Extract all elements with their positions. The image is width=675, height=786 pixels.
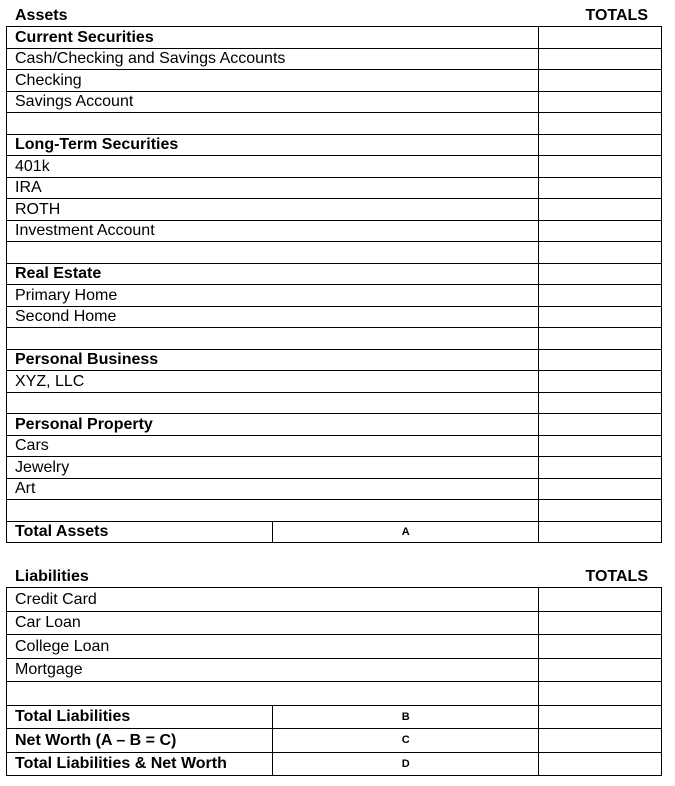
asset-total-cell[interactable] [539, 242, 662, 264]
total-assets-label: Total Assets [7, 521, 273, 543]
summary-label: Total Liabilities & Net Worth [7, 752, 273, 776]
asset-row [7, 156, 662, 178]
summary-row [7, 752, 662, 776]
asset-total-cell[interactable] [539, 199, 662, 221]
section-header-label: Personal Business [7, 349, 539, 371]
summary-total-cell[interactable] [539, 705, 662, 729]
asset-total-cell[interactable] [539, 371, 662, 393]
asset-total-cell[interactable] [539, 27, 662, 49]
section-header-row [7, 27, 662, 49]
asset-label: Cars [7, 435, 539, 457]
liability-row [7, 611, 662, 635]
assets-title: Assets [15, 7, 68, 24]
asset-label: XYZ, LLC [7, 371, 539, 393]
total-assets-row [7, 521, 662, 543]
asset-total-cell[interactable] [539, 306, 662, 328]
asset-total-cell[interactable] [539, 134, 662, 156]
liability-label: Car Loan [7, 611, 539, 635]
asset-label: Savings Account [7, 91, 539, 113]
asset-row [7, 306, 662, 328]
summary-label: Total Liabilities [7, 705, 273, 729]
total-assets-value-cell[interactable] [539, 521, 662, 543]
asset-row [7, 220, 662, 242]
asset-total-cell[interactable] [539, 328, 662, 350]
asset-label [7, 113, 539, 135]
asset-label: IRA [7, 177, 539, 199]
section-header-row [7, 414, 662, 436]
liabilities-title-row [6, 565, 662, 587]
blank-row [7, 328, 662, 350]
net-worth-worksheet [6, 4, 662, 776]
section-header-row [7, 134, 662, 156]
liability-row [7, 658, 662, 682]
summary-letter: C [273, 729, 539, 753]
summary-total-cell[interactable] [539, 729, 662, 753]
liability-total-cell[interactable] [539, 682, 662, 706]
asset-total-cell[interactable] [539, 457, 662, 479]
summary-label: Net Worth (A – B = C) [7, 729, 273, 753]
blank-row [7, 242, 662, 264]
liability-total-cell[interactable] [539, 588, 662, 612]
asset-total-cell[interactable] [539, 414, 662, 436]
section-header-label: Personal Property [7, 414, 539, 436]
asset-row [7, 457, 662, 479]
asset-total-cell[interactable] [539, 263, 662, 285]
asset-row [7, 48, 662, 70]
asset-label: ROTH [7, 199, 539, 221]
asset-label [7, 242, 539, 264]
asset-row [7, 435, 662, 457]
summary-total-cell[interactable] [539, 752, 662, 776]
liability-total-cell[interactable] [539, 611, 662, 635]
asset-label: 401k [7, 156, 539, 178]
asset-total-cell[interactable] [539, 177, 662, 199]
asset-total-cell[interactable] [539, 91, 662, 113]
liabilities-title: Liabilities [15, 568, 89, 585]
asset-row [7, 478, 662, 500]
asset-total-cell[interactable] [539, 349, 662, 371]
asset-row [7, 91, 662, 113]
section-header-label: Real Estate [7, 263, 539, 285]
asset-row [7, 285, 662, 307]
asset-total-cell[interactable] [539, 500, 662, 522]
asset-label: Investment Account [7, 220, 539, 242]
liabilities-totals-header: TOTALS [585, 568, 648, 585]
asset-label: Second Home [7, 306, 539, 328]
assets-title-row [6, 4, 662, 26]
liability-label: Credit Card [7, 588, 539, 612]
asset-label: Checking [7, 70, 539, 92]
asset-row [7, 70, 662, 92]
blank-row [7, 113, 662, 135]
asset-total-cell[interactable] [539, 48, 662, 70]
section-header-row [7, 349, 662, 371]
asset-row [7, 177, 662, 199]
asset-row [7, 199, 662, 221]
asset-total-cell[interactable] [539, 113, 662, 135]
summary-row [7, 705, 662, 729]
section-header-label: Current Securities [7, 27, 539, 49]
summary-letter: D [273, 752, 539, 776]
liability-label: College Loan [7, 635, 539, 659]
total-assets-letter: A [273, 521, 539, 543]
section-header-label: Long-Term Securities [7, 134, 539, 156]
liability-row [7, 588, 662, 612]
section-header-row [7, 263, 662, 285]
asset-total-cell[interactable] [539, 156, 662, 178]
asset-label: Cash/Checking and Savings Accounts [7, 48, 539, 70]
asset-label [7, 500, 539, 522]
blank-row [7, 682, 662, 706]
asset-label: Art [7, 478, 539, 500]
liabilities-table [6, 587, 662, 776]
asset-total-cell[interactable] [539, 392, 662, 414]
asset-label [7, 392, 539, 414]
liability-label: Mortgage [7, 658, 539, 682]
blank-row [7, 392, 662, 414]
liability-row [7, 635, 662, 659]
asset-label: Primary Home [7, 285, 539, 307]
assets-table [6, 26, 662, 543]
asset-total-cell[interactable] [539, 220, 662, 242]
asset-label: Jewelry [7, 457, 539, 479]
liability-total-cell[interactable] [539, 658, 662, 682]
summary-letter: B [273, 705, 539, 729]
asset-total-cell[interactable] [539, 435, 662, 457]
asset-label [7, 328, 539, 350]
liability-label [7, 682, 539, 706]
liability-total-cell[interactable] [539, 635, 662, 659]
asset-total-cell[interactable] [539, 478, 662, 500]
summary-row [7, 729, 662, 753]
assets-totals-header: TOTALS [585, 7, 648, 24]
blank-row [7, 500, 662, 522]
asset-row [7, 371, 662, 393]
asset-total-cell[interactable] [539, 70, 662, 92]
asset-total-cell[interactable] [539, 285, 662, 307]
